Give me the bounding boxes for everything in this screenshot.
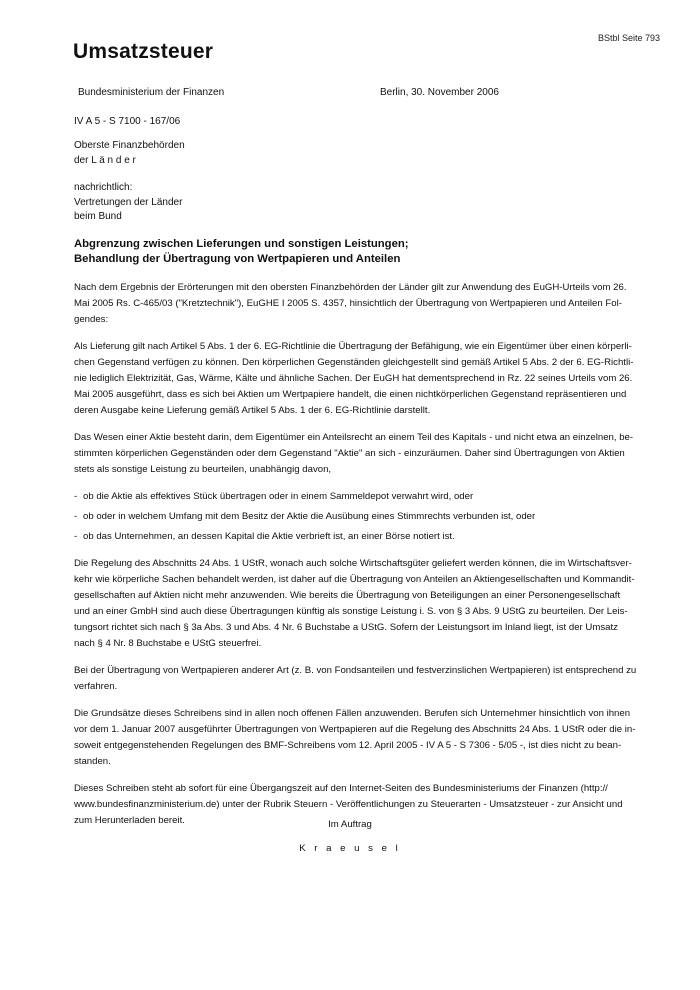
- text-line: zum Herunterladen bereit.: [74, 815, 185, 826]
- list-item-text: ob die Aktie als effektives Stück übertragen oder in einem Sammeldepot verwahrt wird, oder: [83, 491, 474, 502]
- text-line: gendes:: [74, 314, 109, 325]
- condition-list: [74, 489, 630, 545]
- text-line: Nach dem Ergebnis der Erörterungen mit den obersten Finanzbehörden der Länder gilt zur Anwendung des EuGH-Urteils vom 26.: [74, 282, 627, 293]
- text-line: stets als sonstige Leistung zu beurteilen, unabhängig davon,: [74, 464, 332, 475]
- text-line: und an einer GmbH sind auch diese Übertragungen künftig als sonstige Leistung i. S. von § 3 Abs. 9 UStG zu beurteilen. Der Leis-: [74, 606, 628, 617]
- text-line: www.bundesfinanzministerium.de) unter der Rubrik Steuern - Veröffentlichungen zu Steuerarten - Umsatzsteuer - zur Ansicht und: [74, 799, 623, 810]
- subject: [74, 237, 409, 267]
- sender: Bundesministerium der Finanzen: [78, 87, 225, 98]
- letter-body: [74, 280, 637, 840]
- reference-number: IV A 5 - S 7100 - 167/06: [74, 116, 181, 127]
- recipient-line: der L ä n d e r: [74, 154, 136, 166]
- recipients: [74, 139, 185, 168]
- text-line: vor dem 1. Januar 2007 ausgeführter Übertragungen von Wertpapieren auf die Regelung des Abschnitts 24 Abs. 1 UStR oder die in-: [74, 724, 636, 735]
- list-item-text: ob das Unternehmen, an dessen Kapital die Aktie verbrieft ist, an einer Börse notiert ist.: [83, 531, 455, 542]
- text-line: Als Lieferung gilt nach Artikel 5 Abs. 1 der 6. EG-Richtlinie die Übertragung der Befähigung, wie ein Eigentümer über einen körperli-: [74, 341, 632, 352]
- text-line: kehr wie körperliche Sachen behandelt werden, ist daher auf die Übertragung von Anteilen an Aktiengesellschaften und Kommandit-: [74, 574, 635, 585]
- cc-line: Vertretungen der Länder: [74, 196, 183, 208]
- paragraph-application: [74, 706, 636, 770]
- list-item-text: ob oder in welchem Umfang mit dem Besitz der Aktie die Ausübung eines Stimmrechts verbunden ist, oder: [83, 511, 536, 522]
- place-date: Berlin, 30. November 2006: [380, 87, 499, 98]
- signatory-name: K r a e u s e l: [299, 843, 401, 854]
- text-line: verfahren.: [74, 681, 118, 692]
- text-line: Mai 2005 ausgeführt, dass es sich bei Aktien um Wertpapiere handelt, die einen nichtkörperlichen Gegenstand repräsentieren und: [74, 389, 627, 400]
- cc-line: beim Bund: [74, 211, 122, 222]
- text-line: soweit entgegenstehenden Regelungen des BMF-Schreibens vom 12. April 2005 - IV A 5 - S 7306 - 5/05 -, ist dies nicht zu bean-: [74, 740, 622, 751]
- cc-recipients: [74, 181, 182, 225]
- text-line: Mai 2005 Rs. C-465/03 ("Kretztechnik"), EuGHE I 2005 S. 4357, hinsichtlich der Übertragung von Wertpapieren und Anteilen Fol-: [74, 298, 622, 309]
- signature-preamble: Im Auftrag: [328, 819, 372, 830]
- list-item: [74, 529, 630, 545]
- bullet-marker: -: [74, 491, 78, 502]
- paragraph-share-nature: [74, 430, 634, 478]
- document-title: Umsatzsteuer: [73, 40, 214, 63]
- list-item: [74, 509, 630, 525]
- paragraph-intro: [74, 280, 630, 328]
- text-line: Bei der Übertragung von Wertpapieren anderer Art (z. B. von Fondsanteilen und festverzinslichen Wertpapieren) ist entsprechend zu: [74, 665, 637, 676]
- text-line: gesellschaften auf Aktien nicht mehr anzuwenden. Wie bereits die Übertragung von Beteiligungen an einer Personengesellschaft: [74, 590, 621, 601]
- text-line: stimmten körperlichen Gegenständen oder dem Gegenstand "Aktie" an sich - einzuräumen. Daher sind Übertragungen von Aktien: [74, 448, 625, 459]
- subject-line: Abgrenzung zwischen Lieferungen und sonstigen Leistungen;: [74, 238, 409, 250]
- text-line: nie lediglich Elektrizität, Gas, Wärme, Kälte und ähnliche Sachen. Der EuGH hat dementsprechend in Rz. 22 seines Urteils vom 26.: [74, 373, 633, 384]
- text-line: Die Regelung des Abschnitts 24 Abs. 1 UStR, wonach auch solche Wirtschaftsgüter geliefert werden können, die im Wirtschaftsver-: [74, 558, 632, 569]
- bullet-marker: -: [74, 531, 78, 542]
- cc-line: nachrichtlich:: [74, 182, 133, 193]
- page-reference: BStbl Seite 793: [598, 33, 661, 43]
- text-line: Die Grundsätze dieses Schreibens sind in allen noch offenen Fällen anzuwenden. Berufen sich Unternehmer hinsichtlich von ihnen: [74, 708, 631, 719]
- list-item: [74, 489, 630, 505]
- text-line: standen.: [74, 756, 111, 767]
- text-line: nach § 4 Nr. 8 Buchstabe e UStG steuerfrei.: [74, 638, 262, 649]
- paragraph-regulation: [74, 556, 635, 652]
- paragraph-other-securities: [74, 663, 637, 695]
- text-line: Das Wesen einer Aktie besteht darin, dem Eigentümer ein Anteilsrecht an einem Teil des Kapitals - und nicht etwa an einzelnen, be-: [74, 432, 634, 443]
- paragraph-delivery-definition: [74, 339, 634, 419]
- text-line: Dieses Schreiben steht ab sofort für eine Übergangszeit auf den Internet-Seiten des Bundesministeriums der Finanzen (http://: [74, 783, 608, 794]
- recipient-line: Oberste Finanzbehörden: [74, 140, 185, 151]
- subject-line: Behandlung der Übertragung von Wertpapieren und Anteilen: [74, 253, 401, 265]
- bullet-marker: -: [74, 511, 78, 522]
- text-line: tungsort richtet sich nach § 3a Abs. 3 und Abs. 4 Nr. 6 Buchstabe a UStG. Sofern der Leistungsort im Inland liegt, ist der Umsatz: [74, 622, 618, 633]
- text-line: deren Ausgabe keine Lieferung gemäß Artikel 5 Abs. 1 der 6. EG-Richtlinie darstellt.: [74, 405, 431, 416]
- text-line: chen Gegenstand verfügen zu können. Den körperlichen Gegenständen gleichgestellt sind gemäß Artikel 5 Abs. 2 der 6. EG-Richtli-: [74, 357, 634, 368]
